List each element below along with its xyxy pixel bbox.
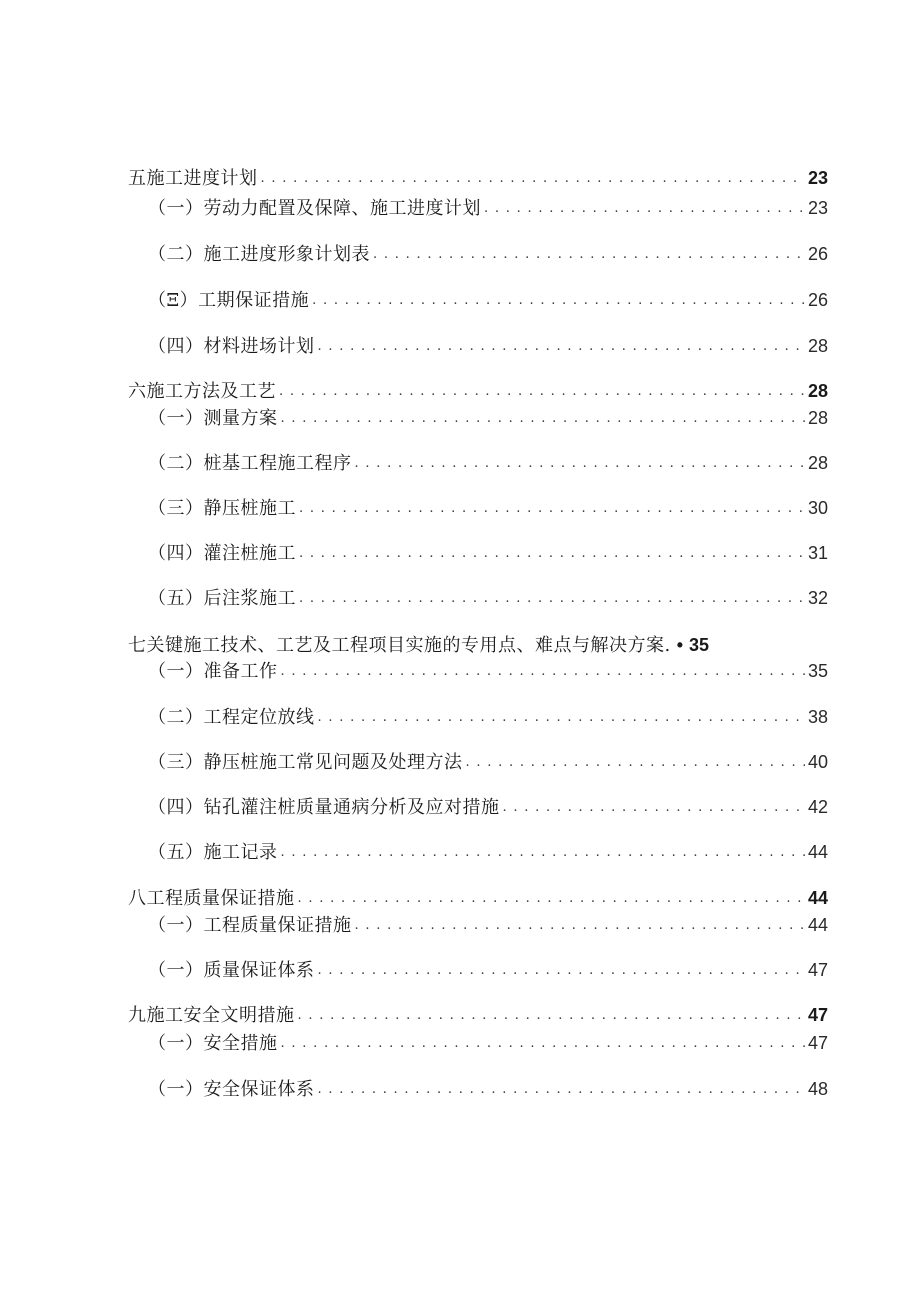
toc-entry[interactable] <box>148 450 828 476</box>
toc-entry-title: （一）测量方案 <box>148 408 278 429</box>
dot-leader <box>281 1031 805 1057</box>
toc-entry-page: 26 <box>807 290 828 310</box>
dot-leader <box>261 166 805 192</box>
dot-leader <box>312 288 805 314</box>
dot-leader <box>484 196 805 222</box>
toc-entry-page: 44 <box>807 842 828 862</box>
dot-leader <box>298 886 805 912</box>
toc-entry-title: （二）桩基工程施工程序 <box>148 453 352 474</box>
toc-entry-page: 26 <box>807 244 828 264</box>
toc-entry[interactable] <box>148 1076 828 1102</box>
toc-entry-page: 44 <box>807 915 828 935</box>
toc-entry[interactable] <box>148 540 828 566</box>
toc-entry[interactable] <box>148 957 828 983</box>
toc-entry-page: 31 <box>807 543 828 563</box>
toc-entry-page: 28 <box>807 453 828 473</box>
bullet-separator: • <box>676 635 684 655</box>
toc-entry-title: （四）材料进场计划 <box>148 336 315 357</box>
toc-entry-title: （Ξ）工期保证措施 <box>148 290 310 311</box>
dot-leader <box>318 1077 805 1103</box>
toc-entry-page: 30 <box>807 498 828 518</box>
toc-entry[interactable] <box>148 658 828 684</box>
toc-entry-page: 48 <box>807 1079 828 1099</box>
toc-entry[interactable] <box>128 1002 828 1028</box>
toc-entry-title: （三）静压桩施工 <box>148 498 296 519</box>
dot-leader <box>318 334 805 360</box>
toc-entry-title: （四）钻孔灌注桩质量通病分析及应对措施 <box>148 797 500 818</box>
toc-entry[interactable] <box>148 405 828 431</box>
dot-leader <box>279 379 805 405</box>
toc-entry-page: 40 <box>807 752 828 772</box>
dot-leader <box>299 496 805 522</box>
toc-entry[interactable] <box>148 794 828 820</box>
toc-entry-page: 23 <box>807 198 828 218</box>
toc-entry-page: 28 <box>807 336 828 356</box>
toc-entry-title: 八工程质量保证措施 <box>128 888 295 909</box>
toc-entry[interactable] <box>148 241 828 267</box>
toc-entry[interactable] <box>148 495 828 521</box>
toc-entry-page: 35 <box>689 635 710 655</box>
toc-entry-page: 28 <box>807 408 828 428</box>
toc-entry[interactable] <box>128 165 828 191</box>
toc-entry[interactable] <box>148 704 828 730</box>
toc-entry-page: 23 <box>807 168 828 188</box>
dot-leader <box>318 958 805 984</box>
dot-leader <box>466 750 805 776</box>
toc-entry[interactable] <box>128 885 828 911</box>
toc-entry-page: 38 <box>807 707 828 727</box>
toc-entry-title: （五）施工记录 <box>148 842 278 863</box>
toc-entry-title: （五）后注浆施工 <box>148 588 296 609</box>
dot-leader <box>355 913 805 939</box>
toc-entry-page: 42 <box>807 797 828 817</box>
toc-entry-title: （二）工程定位放线 <box>148 707 315 728</box>
dot-leader <box>281 659 805 685</box>
dot-leader <box>298 1003 805 1029</box>
toc-entry-title: 五施工进度计划 <box>128 168 258 189</box>
toc-entry[interactable] <box>128 632 709 658</box>
toc-entry-title: （二）施工进度形象计划表 <box>148 244 370 265</box>
toc-entry-title: 九施工安全文明措施 <box>128 1005 295 1026</box>
dot-leader <box>503 795 805 821</box>
toc-entry-title: （一）安全保证体系 <box>148 1079 315 1100</box>
toc-entry[interactable] <box>148 1030 828 1056</box>
toc-entry-title: 六施工方法及工艺 <box>128 381 276 402</box>
toc-entry-title: （一）准备工作 <box>148 661 278 682</box>
toc-entry-page: 47 <box>807 1033 828 1053</box>
toc-entry-page: 35 <box>807 661 828 681</box>
toc-entry[interactable] <box>148 195 828 221</box>
toc-entry-title: （一）质量保证体系 <box>148 960 315 981</box>
toc-entry-title: （三）静压桩施工常见问题及处理方法 <box>148 752 463 773</box>
toc-entry-page: 47 <box>807 960 828 980</box>
toc-entry[interactable] <box>148 839 828 865</box>
dot-leader <box>373 242 805 268</box>
dot-leader <box>281 840 805 866</box>
dot-leader <box>281 406 805 432</box>
toc-entry-title: 七关键施工技术、工艺及工程项目实施的专用点、难点与解决方案. <box>128 635 671 656</box>
toc-entry-title: （一）工程质量保证措施 <box>148 915 352 936</box>
toc-entry[interactable] <box>148 287 828 313</box>
toc-entry-page: 32 <box>807 588 828 608</box>
toc-entry[interactable] <box>148 585 828 611</box>
toc-entry[interactable] <box>128 378 828 404</box>
toc-entry[interactable] <box>148 333 828 359</box>
dot-leader <box>318 705 805 731</box>
dot-leader <box>299 541 805 567</box>
toc-entry[interactable] <box>148 749 828 775</box>
dot-leader <box>355 451 805 477</box>
toc-entry[interactable] <box>148 912 828 938</box>
toc-entry-title: （一）劳动力配置及保障、施工进度计划 <box>148 198 481 219</box>
toc-entry-title: （四）灌注桩施工 <box>148 543 296 564</box>
toc-entry-page: 47 <box>807 1005 828 1025</box>
dot-leader <box>299 586 805 612</box>
toc-entry-page: 44 <box>807 888 828 908</box>
toc-entry-title: （一）安全措施 <box>148 1033 278 1054</box>
toc-entry-page: 28 <box>807 381 828 401</box>
